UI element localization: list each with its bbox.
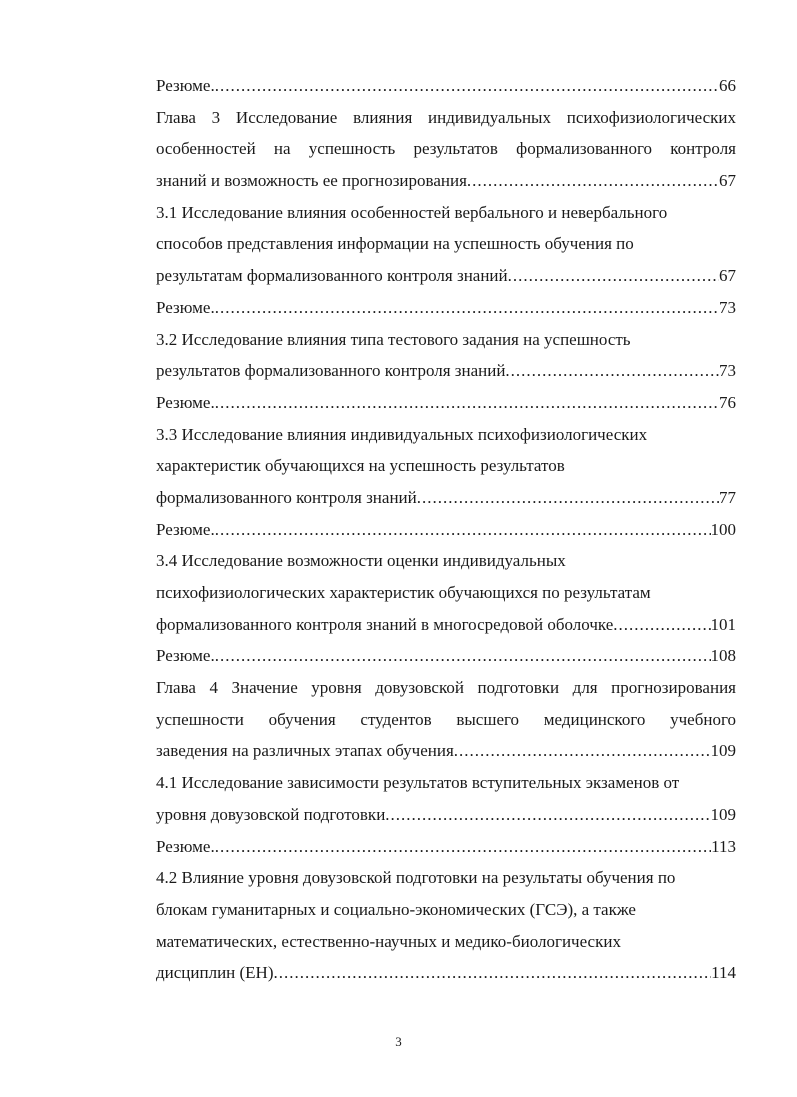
- toc-entry-line: [156, 577, 736, 609]
- toc-page-number: 109: [710, 741, 736, 761]
- dot-leader: [505, 355, 719, 387]
- dot-leader: [613, 609, 710, 641]
- dot-leader: [215, 292, 719, 324]
- toc-entry-line: [156, 704, 736, 736]
- toc-entry-line: [156, 228, 736, 260]
- toc-page-number: 113: [711, 836, 736, 856]
- toc-page-number: 76: [719, 392, 736, 412]
- toc-page-number: 108: [710, 646, 736, 666]
- toc-entry-line: [156, 862, 736, 894]
- dot-leader: [274, 957, 712, 989]
- toc-entry-line: [156, 894, 736, 926]
- toc-entry-line: [156, 957, 736, 989]
- toc-entry-line: [156, 324, 736, 356]
- toc-entry-line: [156, 292, 736, 324]
- toc-entry-text: 3.2 Исследование влияния типа тестового задания на успешность: [156, 329, 631, 349]
- toc-page-number: 77: [719, 487, 736, 507]
- toc-page-number: 67: [719, 266, 736, 286]
- dot-leader: [417, 482, 719, 514]
- toc-entry-line: [156, 197, 736, 229]
- toc-entry-text: формализованного контроля знаний в многосредовой оболочке: [156, 614, 614, 634]
- toc-entry-text: уровня довузовской подготовки: [156, 804, 386, 824]
- toc-entry-line: [156, 767, 736, 799]
- dot-leader: [467, 165, 719, 197]
- toc-entry-text: блокам гуманитарных и социально-экономических (ГСЭ), а также: [156, 899, 636, 919]
- toc-entry-text: Резюме.: [156, 76, 215, 95]
- dot-leader: [454, 735, 711, 767]
- toc-page-number: 100: [710, 519, 736, 539]
- toc-entry-line: [156, 482, 736, 514]
- toc-entry-line: [156, 387, 736, 419]
- toc-entry-line: [156, 735, 736, 767]
- toc-entry-text: 4.2 Влияние уровня довузовской подготовки на результаты обучения по: [156, 868, 676, 888]
- dot-leader: [215, 387, 719, 419]
- toc-entry-text: Резюме.: [156, 836, 215, 856]
- toc-entry-text: Резюме.: [156, 646, 215, 666]
- toc-entry-text: Глава 3 Исследование влияния индивидуальных психофизиологических: [156, 107, 736, 127]
- dot-leader: [508, 260, 719, 292]
- toc-page-number: 66: [719, 76, 736, 95]
- toc-entry-text: Резюме.: [156, 297, 215, 317]
- toc-entry-line: [156, 133, 736, 165]
- toc-entry-line: [156, 545, 736, 577]
- toc-page-number: 109: [710, 804, 736, 824]
- toc-entry-line: [156, 609, 736, 641]
- toc-entry-text: Резюме.: [156, 519, 215, 539]
- toc-entry-text: 4.1 Исследование зависимости результатов вступительных экзаменов от: [156, 773, 680, 793]
- toc-entry-text: успешности обучения студентов высшего медицинского учебного: [156, 709, 736, 729]
- toc-entry-line: [156, 799, 736, 831]
- toc-entry-text: знаний и возможность ее прогнозирования: [156, 171, 467, 191]
- toc-page-number: 73: [719, 297, 736, 317]
- page-number: 3: [395, 1034, 402, 1049]
- dot-leader: [215, 831, 711, 863]
- toc-entry-line: [156, 102, 736, 134]
- toc-entry-text: математических, естественно-научных и медико-биологических: [156, 931, 621, 951]
- dot-leader: [215, 640, 711, 672]
- dot-leader: [215, 70, 719, 102]
- toc-entry-line: [156, 419, 736, 451]
- toc-entry-text: 3.3 Исследование влияния индивидуальных психофизиологических: [156, 424, 648, 444]
- toc-entry-text: психофизиологических характеристик обучающихся по результатам: [156, 583, 651, 602]
- toc-entry-text: 3.1 Исследование влияния особенностей вербального и невербального: [156, 202, 668, 222]
- toc-entry-line: [156, 355, 736, 387]
- toc-page-number: 114: [711, 963, 736, 983]
- toc-page-number: 101: [710, 614, 736, 634]
- toc-entry-text: характеристик обучающихся на успешность результатов: [156, 456, 565, 476]
- toc-entry-line: [156, 450, 736, 482]
- toc-entry-line: [156, 672, 736, 704]
- toc-entry-text: 3.4 Исследование возможности оценки индивидуальных: [156, 551, 566, 571]
- toc-entry-text: особенностей на успешность результатов формализованного контроля: [156, 139, 736, 159]
- toc-entry-text: дисциплин (ЕН): [156, 963, 274, 983]
- toc-entry-text: формализованного контроля знаний: [156, 487, 417, 507]
- toc-entry-text: Резюме.: [156, 392, 215, 412]
- toc-entry-text: Глава 4 Значение уровня довузовской подготовки для прогнозирования: [156, 678, 736, 698]
- toc-entry-text: заведения на различных этапах обучения: [156, 741, 454, 761]
- toc-page-number: 67: [719, 171, 736, 191]
- toc-entry-line: [156, 70, 736, 102]
- toc-page-number: 73: [719, 361, 736, 381]
- toc-entry-line: [156, 514, 736, 546]
- table-of-contents: [156, 70, 736, 989]
- toc-entry-text: результатам формализованного контроля знаний: [156, 266, 508, 286]
- toc-entry-line: [156, 926, 736, 958]
- toc-entry-text: результатов формализованного контроля знаний: [156, 361, 506, 381]
- toc-entry-text: способов представления информации на успешность обучения по: [156, 234, 634, 254]
- dot-leader: [385, 799, 710, 831]
- toc-entry-line: [156, 831, 736, 863]
- toc-entry-line: [156, 165, 736, 197]
- dot-leader: [215, 514, 711, 546]
- toc-entry-line: [156, 260, 736, 292]
- toc-entry-line: [156, 640, 736, 672]
